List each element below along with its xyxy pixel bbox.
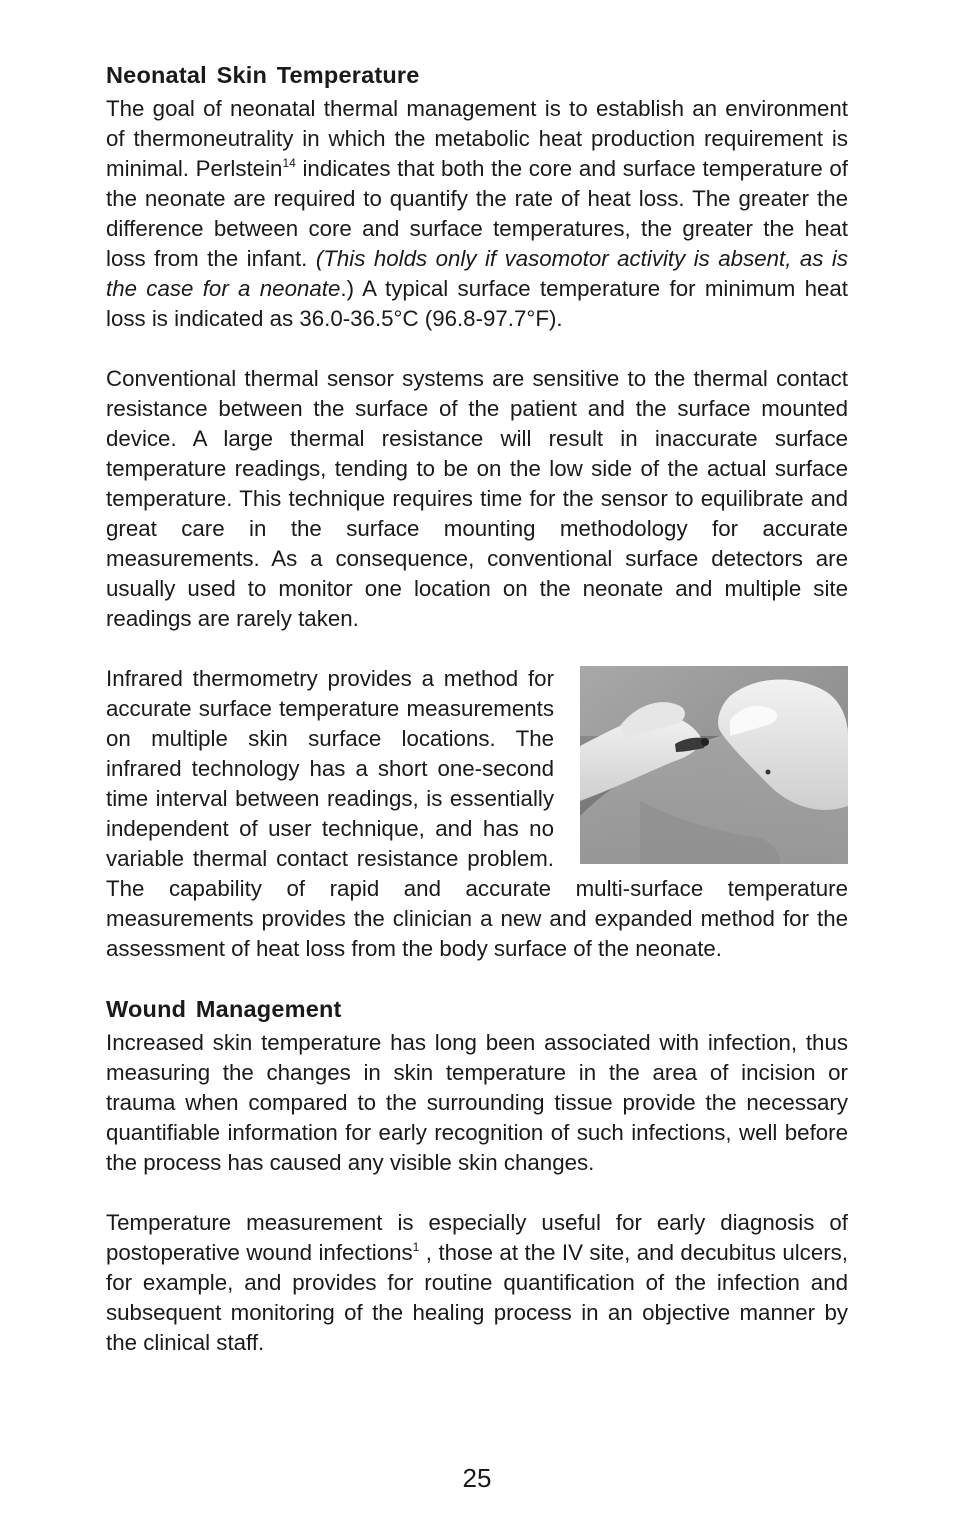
wound-p2-text-b: , those at the IV site, and decubitus ulcers, for example, and provides for routine quantification of the infection and subsequent monitoring of the healing process in an objective manner by the clinical staff.: [106, 1240, 848, 1355]
neonatal-p1-text-b: indicates that both the core and surface temperature of the neonate are required to quantify the rate of heat loss. The greater the difference between core and surface temperatures, the greater the heat loss from the infant.: [106, 156, 848, 271]
wound-paragraph-2: [106, 1208, 848, 1358]
reference-14: 14: [282, 156, 296, 170]
neonatal-paragraph-2: Conventional thermal sensor systems are sensitive to the thermal contact resistance between the surface of the patient and the surface mounted device. A large thermal resistance will result in inaccurate surface temperature readings, tending to be on the low side of the actual surface temperature. This technique requires time for the sensor to equilibrate and great care in the surface mounting methodology for accurate measurements. As a consequence, conventional surface detectors are usually used to monitor one location on the neonate and multiple site readings are rarely taken.: [106, 366, 848, 631]
section-heading-wound: Wound Management: [106, 996, 342, 1022]
neonatal-paragraph-3-block: [106, 664, 848, 964]
reference-1: 1: [412, 1240, 420, 1254]
neonatal-p1-text-c: .) A typical surface temperature for minimum heat loss is indicated as 36.0-36.5°C (96.8-97.7°F).: [106, 276, 848, 331]
page-content: [106, 60, 848, 1358]
section-heading-neonatal: Neonatal Skin Temperature: [106, 62, 420, 88]
neonatal-paragraph-3: Infrared thermometry provides a method for accurate surface temperature measurements on multiple skin surface locations. The infrared technology has a short one-second time interval between readings, is essentially independent of user technique, and has no variable thermal contact resistance problem. The capability of rapid and accurate multi-surface temperature measurements provides the clinician a new and expanded method for the assessment of heat loss from the body surface of the neonate.: [106, 666, 848, 961]
wound-p2-text-a: Temperature measurement is especially useful for early diagnosis of postoperative wound infections: [106, 1210, 848, 1265]
wound-paragraph-1: Increased skin temperature has long been associated with infection, thus measuring the changes in skin temperature in the area of incision or trauma when compared to the surrounding tissue provide the necessary quantifiable information for early recognition of such infections, well before the process has caused any visible skin changes.: [106, 1030, 848, 1175]
page-number: 25: [462, 1463, 492, 1493]
neonatal-p1-italic-note: (This holds only if vasomotor activity is absent, as is the case for a neonate: [106, 246, 848, 301]
neonatal-paragraph-1: [106, 94, 848, 334]
gloved-hands-photo: [580, 666, 848, 864]
neonatal-p1-text-a: The goal of neonatal thermal management is to establish an environment of thermoneutrality in which the metabolic heat production requirement is minimal. Perlstein: [106, 96, 848, 181]
